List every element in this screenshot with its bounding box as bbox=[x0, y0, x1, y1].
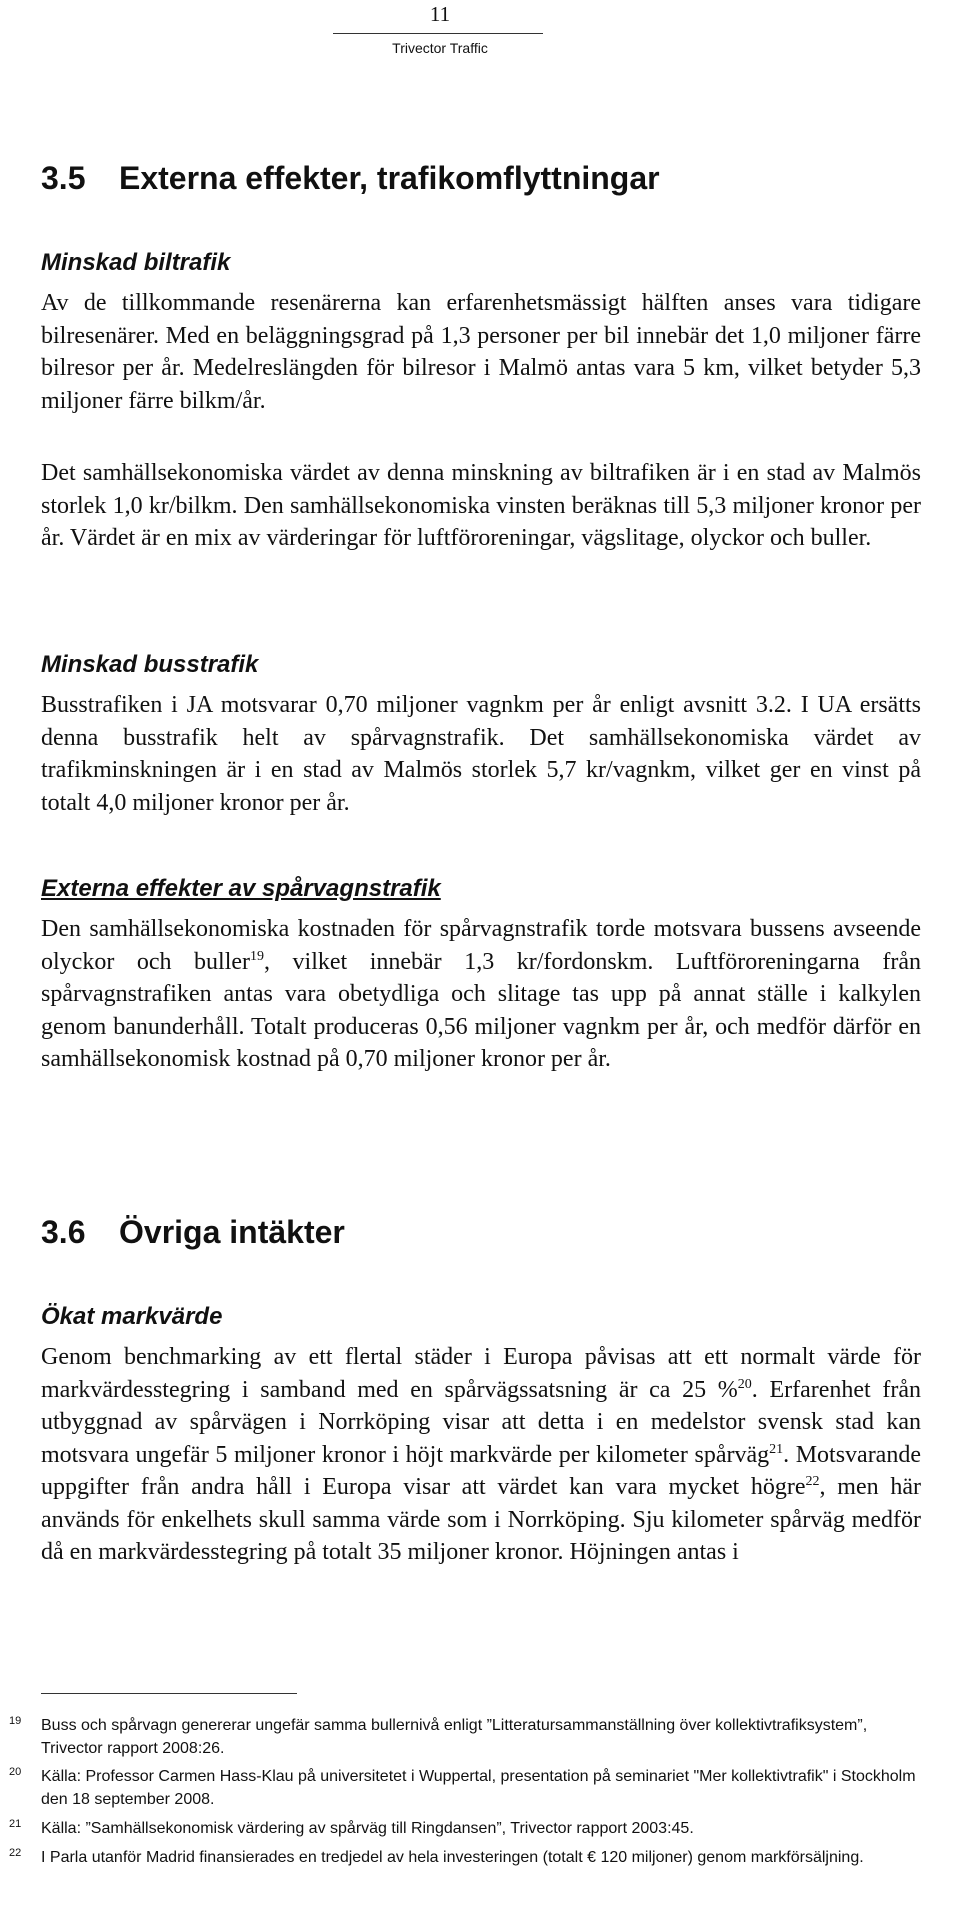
footnote-19: 19 Buss och spårvagn genererar ungefär samma bullernivå enligt ”Litteratursammanställning över kollektivtrafiksystem”, Trivector rapport 2008:26. bbox=[9, 1714, 929, 1760]
footnote-text: I Parla utanför Madrid finansierades en tredjedel av hela investeringen (totalt € 120 miljoner) genom markförsäljning. bbox=[41, 1849, 864, 1866]
text: . Erfarenhet från utbyggnad av spårvägen i Norrköping visar att detta i en medelstor svensk stad kan motsvara ungefär 5 miljoner kronor i höjt markvärde per kilometer spårväg bbox=[41, 1376, 922, 1468]
footnote-separator bbox=[41, 1693, 297, 1694]
subheading-externa-effekter: Externa effekter av spårvagnstrafik bbox=[41, 875, 441, 902]
section-title: Externa effekter, trafikomflyttningar bbox=[119, 160, 660, 196]
paragraph bbox=[41, 913, 921, 1076]
section-heading-3-5 bbox=[41, 160, 660, 197]
header-rule bbox=[333, 33, 543, 34]
text: Genom benchmarking av ett flertal städer i Europa påvisas att ett normalt värde för markvärdesstegring i samband med en spårvägssatsning är ca 25 % bbox=[41, 1344, 921, 1403]
subheading-minskad-busstrafik: Minskad busstrafik bbox=[41, 651, 259, 678]
paragraph: Det samhällsekonomiska värdet av denna minskning av biltrafiken är i en stad av Malmös storlek 1,0 kr/bilkm. Den samhällsekonomiska vinsten beräknas till 5,3 miljoner kronor per år. Värdet är en mix av värderingar för luftföroreningar, vägslitage, olyckor och buller. bbox=[41, 460, 921, 551]
subheading-okat-markvarde: Ökat markvärde bbox=[41, 1303, 223, 1330]
footnote-ref-22[interactable]: 22 bbox=[805, 1474, 820, 1489]
paragraph: Av de tillkommande resenärerna kan erfarenhetsmässigt hälften anses vara tidigare bilresenärer. Med en beläggningsgrad på 1,3 personer per bil innebär det 1,0 miljoner färre bilresor per år. Medelreslängden för bilresor i Malmö antas vara 5 km, vilket betyder 5,3 miljoner färre bilkm/år. bbox=[41, 290, 921, 414]
paragraph: Busstrafiken i JA motsvarar 0,70 miljoner vagnkm per år enligt avsnitt 3.2. I UA ersätts denna busstrafik helt av spårvagnstrafik. Det samhällsekonomiska värdet av trafikminskningen är i en stad av Malmös storlek 5,7 kr/vagnkm, vilket ger en vinst på totalt 4,0 miljoner kronor per år. bbox=[41, 692, 921, 816]
running-header: Trivector Traffic bbox=[392, 40, 488, 56]
section-heading-3-6 bbox=[41, 1214, 345, 1251]
footnote-text: Källa: ”Samhällsekonomisk värdering av spårväg till Ringdansen”, Trivector rapport 2003:45. bbox=[41, 1820, 694, 1837]
footnote-text: Buss och spårvagn genererar ungefär samma bullernivå enligt ”Litteratursammanställning över kollektivtrafiksystem”, Trivector rapport 2008:26. bbox=[41, 1717, 868, 1757]
footnote-21: 21 Källa: ”Samhällsekonomisk värdering av spårväg till Ringdansen”, Trivector rapport 2003:45. bbox=[9, 1817, 929, 1840]
section-number: 3.6 bbox=[41, 1214, 86, 1250]
section-number: 3.5 bbox=[41, 160, 86, 196]
footnote-20: 20 Källa: Professor Carmen Hass-Klau på universitetet i Wuppertal, presentation på seminariet "Mer kollektivtrafik" i Stockholm den 18 september 2008. bbox=[9, 1765, 929, 1811]
footnote-ref-20[interactable]: 20 bbox=[737, 1376, 752, 1392]
page-number: 11 bbox=[429, 2, 451, 26]
footnote-ref-19[interactable]: 19 bbox=[250, 948, 264, 964]
footnote-22: 22 I Parla utanför Madrid finansierades en tredjedel av hela investeringen (totalt € 120 miljoner) genom markförsäljning. bbox=[9, 1846, 929, 1869]
text: Den samhällsekonomiska kostnaden för spårvagnstrafik torde motsvara bussens avseende olyckor och buller bbox=[41, 916, 921, 975]
subheading-minskad-biltrafik: Minskad biltrafik bbox=[41, 249, 231, 276]
footnote-ref-21[interactable]: 21 bbox=[769, 1441, 784, 1457]
paragraph bbox=[41, 1341, 921, 1569]
section-title: Övriga intäkter bbox=[119, 1214, 345, 1250]
text: , vilket innebär 1,3 kr/fordonskm. Luftföroreningarna från spårvagnstrafiken antas vara obetydliga och slitage tas upp på annat ställe i kalkylen genom banunderhåll. Totalt produceras 0,56 miljoner vagnkm per år, och medför därför en samhällsekonomisk kostnad på 0,70 miljoner kronor per år. bbox=[41, 948, 921, 1072]
text: . Motsvarande uppgifter från andra håll i Europa visar att värdet kan vara mycket högre bbox=[41, 1441, 921, 1500]
footnote-text: Källa: Professor Carmen Hass-Klau på universitetet i Wuppertal, presentation på seminariet "Mer kollektivtrafik" i Stockholm den 18 september 2008. bbox=[41, 1768, 916, 1808]
text: , men här används för enkelhets skull samma värde som i Norrköping. Sju kilometer spårväg medför då en markvärdesstegring på totalt 35 miljoner kronor. Höjningen antas i bbox=[41, 1474, 921, 1565]
